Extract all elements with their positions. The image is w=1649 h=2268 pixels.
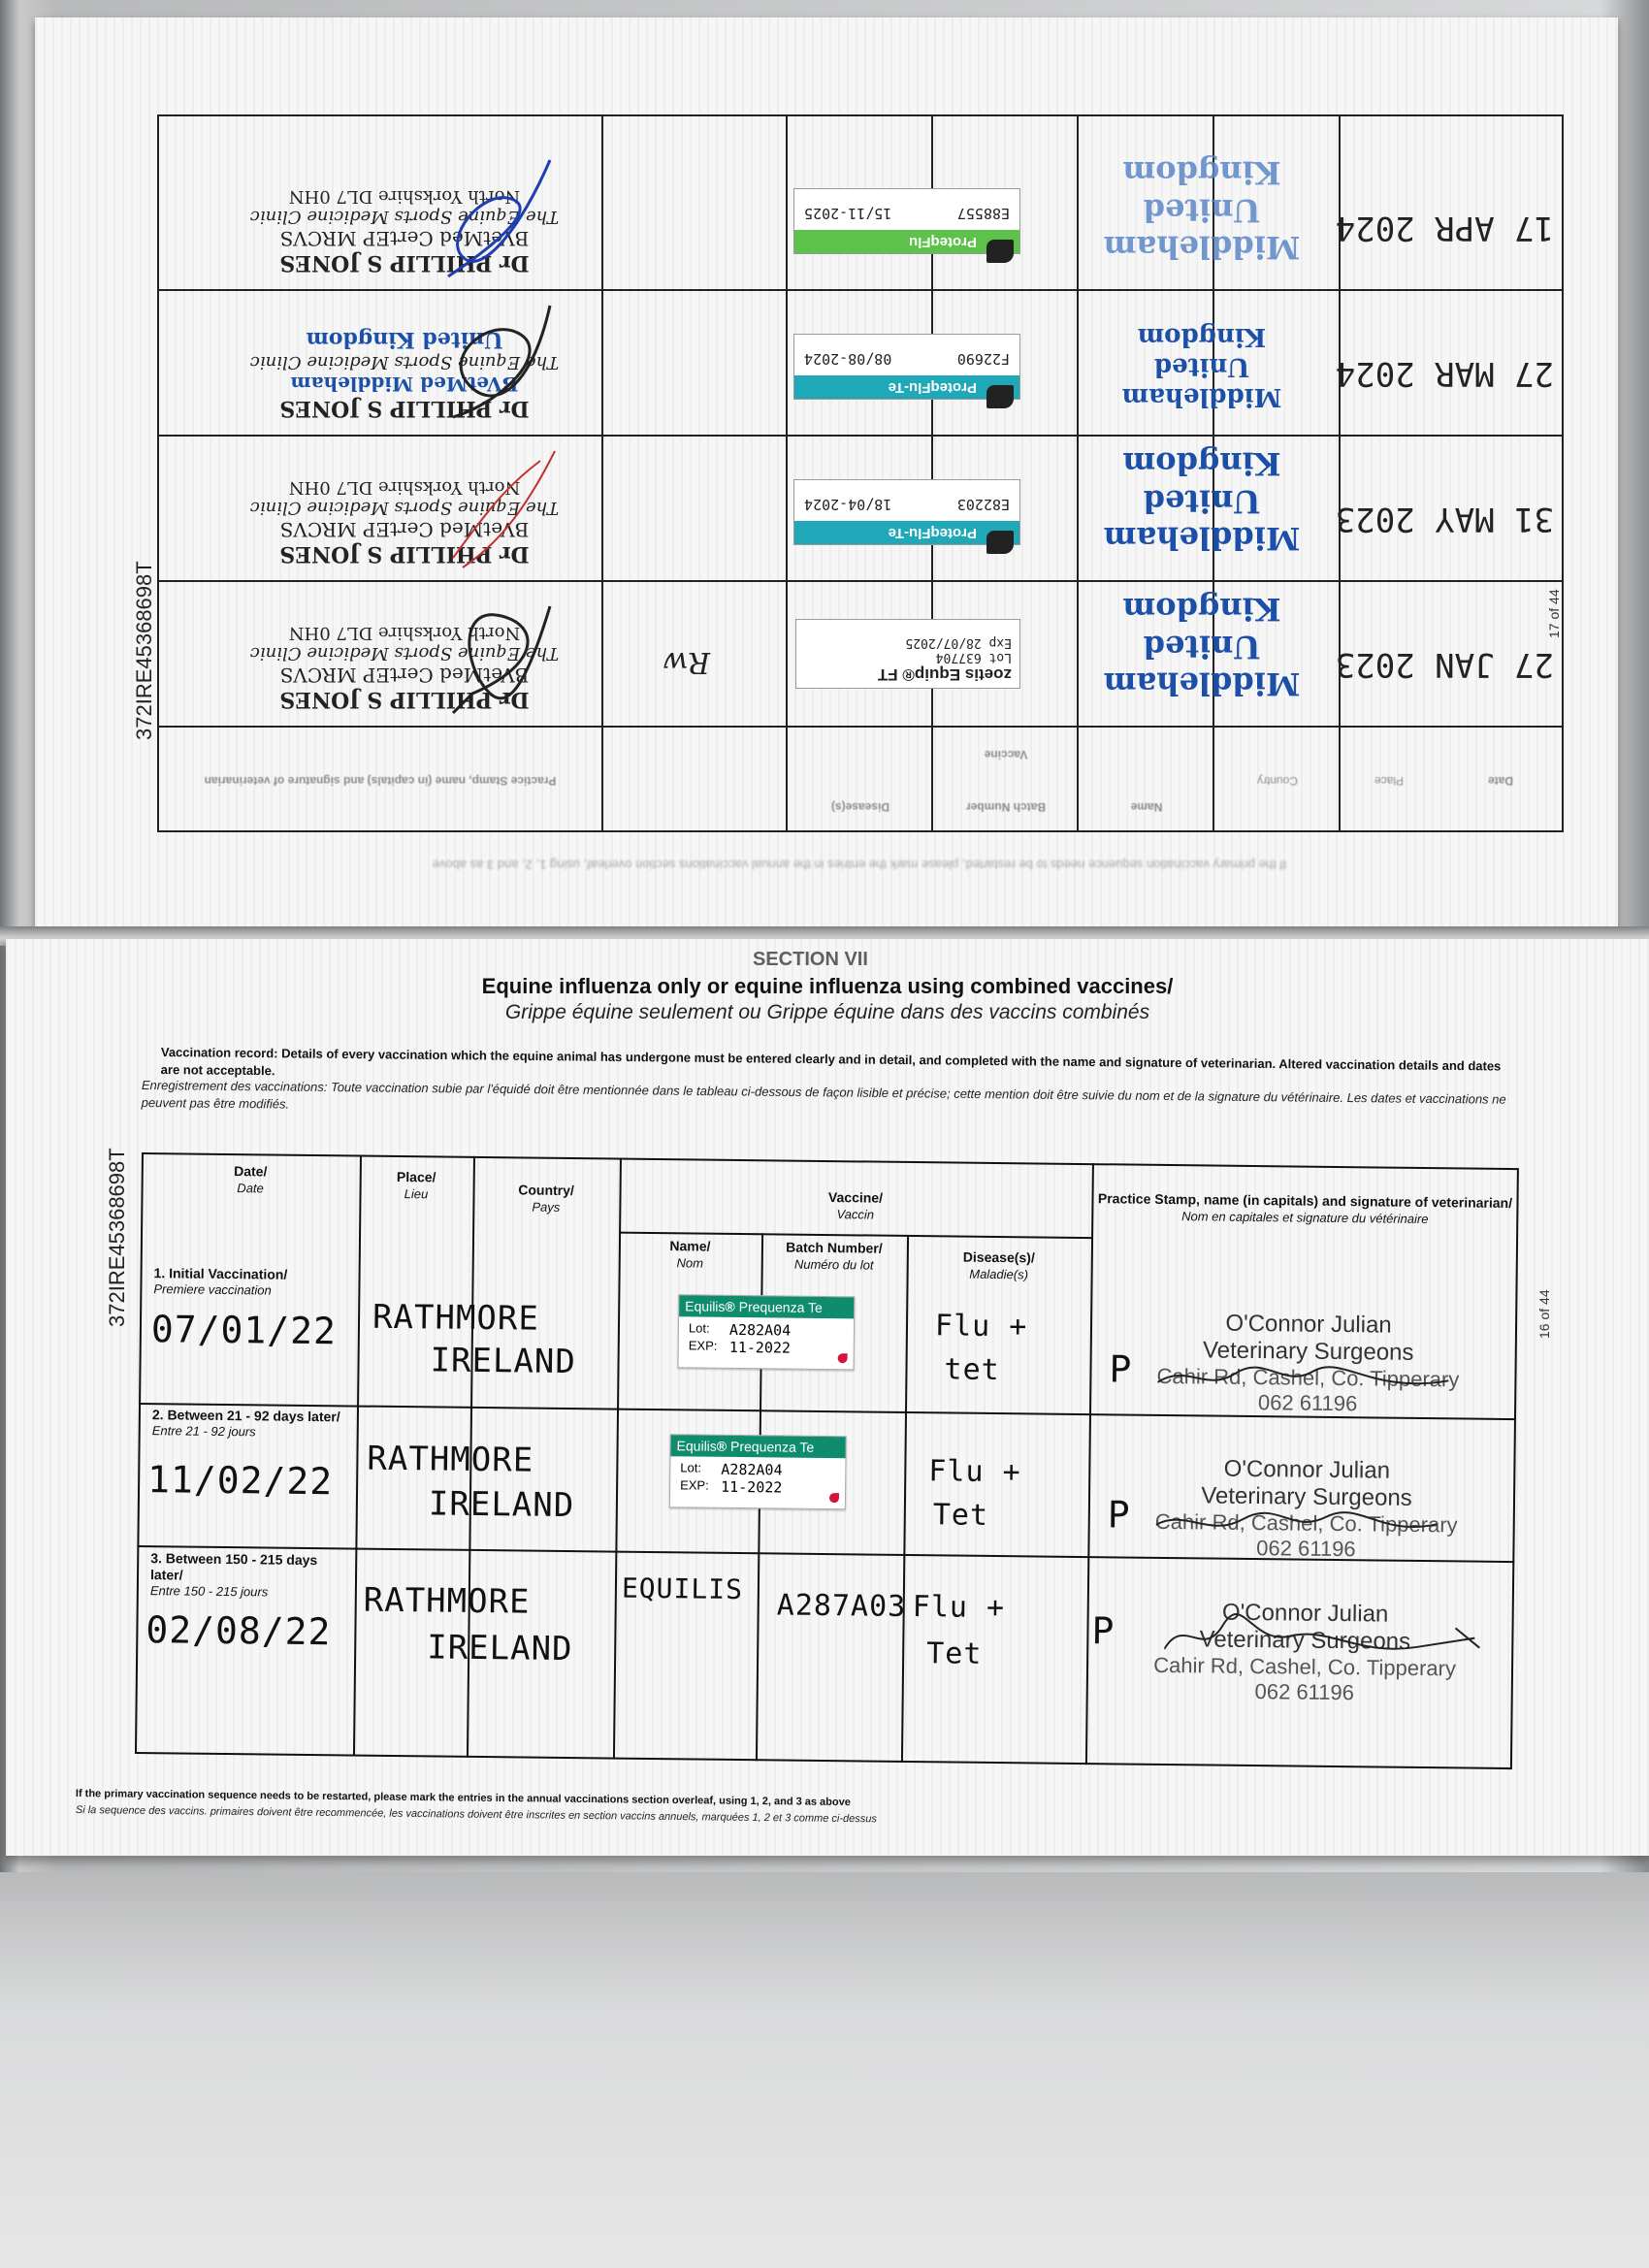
section-label: SECTION VII [753, 949, 868, 970]
header-country: Country [1256, 773, 1299, 788]
disease-line-2: Tet [925, 1636, 983, 1671]
row-label-initial: 1. Initial Vaccination/ Premiere vaccination [153, 1265, 288, 1298]
header-date: Date [1488, 773, 1514, 788]
vet-stamp: Dr PHILLIP S JONES BVetMed Middleham The Equine Sports Medicine Clinic United Kingdom [249, 327, 560, 421]
signature-scribble [443, 441, 560, 577]
date-cell: 17 APR 2024 [1335, 209, 1554, 247]
header-batch: Batch Number/ Numéro du lot [786, 1239, 883, 1273]
vet-initial: P [1109, 1347, 1133, 1391]
annual-vaccination-table [157, 114, 1564, 832]
passport-id-bottom: 372IRE45368698T [105, 1148, 129, 1327]
vaccine-name: EQUILIS [621, 1571, 744, 1606]
table-row [157, 114, 1564, 291]
table-row [157, 437, 1564, 582]
header-place: Place/ Lieu [396, 1168, 436, 1201]
header-disease: Disease(s) [830, 799, 890, 814]
signature-scribble [443, 587, 560, 723]
date-cell: 11/02/22 [146, 1458, 334, 1504]
footnote: If the primary vaccination sequence needs to be restarted, please mark the entries in the annual vaccinations section overleaf, using 1, 2, and 3 as above [75, 1788, 851, 1809]
vaccine-label-zoetis: zoetis Equip® FT Lot 637704 Exp 28/07/2025 [795, 619, 1020, 689]
place-line-2: IRELAND [427, 1628, 573, 1669]
vet-stamp: O'Connor Julian Veterinary Surgeons Cahir Rd, Cashel, Co. Tipperary 062 61196 [1156, 1310, 1460, 1416]
place-line-2: IRELAND [430, 1341, 577, 1382]
vaccine-label-equilis: Equilis® Prequenza Te Lot: A282A04 EXP: 11-2022 [669, 1434, 847, 1509]
batch-number: A287A03 [776, 1588, 907, 1624]
date-cell: 27 JAN 2023 [1335, 645, 1554, 684]
signature-scribble [1157, 1358, 1448, 1400]
disease-line-1: Flu + [934, 1309, 1028, 1345]
date-cell: 27 MAR 2024 [1335, 354, 1554, 393]
place-cell: Middleham United Kingdom [1103, 591, 1301, 702]
date-cell: 07/01/22 [150, 1308, 338, 1353]
label-corner-mark [838, 1353, 848, 1363]
passport-id-top: 372IRE45368698T [132, 561, 156, 740]
vet-stamp: O'Connor Julian Veterinary Surgeons Cahir Rd, Cashel, Co. Tipperary 062 61196 [1153, 1599, 1457, 1705]
vaccine-label-equilis: Equilis® Prequenza Te Lot: A282A04 EXP: 11-2022 [678, 1294, 856, 1370]
vaccine-label-proteqflu: ProteqFlu E88557 15/11-2025 [793, 188, 1020, 254]
table-row [157, 291, 1564, 437]
place-line-1: RATHMORE [367, 1439, 534, 1480]
disease-line-1: Flu + [928, 1454, 1021, 1490]
header-stamp: Practice Stamp, name (in capitals) and signature of veterinarian [204, 773, 557, 788]
page-number-top: 17 of 44 [1546, 589, 1562, 638]
vet-initial: P [1107, 1493, 1131, 1537]
place-cell: Middleham United Kingdom [1103, 445, 1301, 557]
table-row [157, 582, 1564, 728]
vet-stamp: Dr PHILLIP S JONES BVetMed CertEP MRCVS The Equine Sports Medicine Clinic North Yorkshire DL7 0HN [249, 186, 560, 275]
place-line-2: IRELAND [428, 1484, 575, 1526]
vet-initial: P [1091, 1609, 1116, 1653]
place-cell: Middleham United Kingdom [1103, 154, 1301, 266]
header-country: Country/ Pays [518, 1182, 574, 1215]
passport-page-top [35, 17, 1618, 929]
header-place: Place [1374, 773, 1405, 788]
bleed-through-text: If the primary vaccination sequence needs to be restarted, please mark the entries in the annual vaccinations section overleaf, using 1, 2, and 3 as above [432, 858, 1287, 872]
signature-scribble [1164, 1605, 1485, 1668]
header-vaccine: Vaccine [984, 747, 1028, 761]
header-name: Name [1130, 799, 1163, 814]
row-label-third: 3. Between 150 - 215 days later/ Entre 150 - 215 jours [149, 1550, 318, 1600]
passport-page-bottom [6, 939, 1649, 1856]
vet-stamp: Dr PHILLIP S JONES BVetMed CertEP MRCVS The Equine Sports Medicine Clinic North Yorkshire DL7 0HN [249, 623, 560, 712]
record-instructions-fr: Enregistrement des vaccinations: Toute vaccination subie par l'équidé doit être mentionnée dans le tableau ci-dessous de façon lisible et précise; cette mention doit être suivie du nom et de la signature du vétérinaire. Les dates et vaccinations ne peuvent pas être modifiés. [141, 1078, 1506, 1112]
date-cell: 02/08/22 [146, 1608, 332, 1654]
header-name: Name/ Nom [669, 1238, 711, 1271]
page-number-bottom: 16 of 44 [1536, 1289, 1552, 1339]
header-vaccine: Vaccine/ Vaccin [827, 1189, 884, 1222]
disease-line-2: tet [944, 1352, 1000, 1388]
header-stamp: Practice Stamp, name (in capitals) and signature of veterinarian/ Nom en capitales et signature du vétérinaire [1097, 1190, 1513, 1226]
vaccine-label-proteqflu-te: ProteqFlu-Te F22690 08/08-2024 [793, 334, 1020, 400]
page-title-fr: Grippe équine seulement ou Grippe équine dans des vaccins combinés [504, 1001, 1150, 1023]
date-cell: 31 MAY 2023 [1335, 500, 1554, 538]
proteq-logo-icon [986, 240, 1014, 263]
proteq-logo-icon [986, 531, 1014, 554]
place-line-1: RATHMORE [372, 1297, 540, 1339]
vet-stamp: O'Connor Julian Veterinary Surgeons Cahir Rd, Cashel, Co. Tipperary 062 61196 [1154, 1455, 1458, 1562]
scanner-lower-area [0, 1872, 1649, 2268]
place-line-1: RATHMORE [363, 1580, 531, 1622]
batch-initials: Rw [663, 645, 710, 679]
record-instructions: Vaccination record: Details of every vaccination which the equine animal has undergone must be entered clearly and in detail, and completed with the name and signature of veterinarian. Altered vaccination details and dates are not acceptable. [160, 1045, 1502, 1078]
header-batch: Batch Number [966, 799, 1047, 814]
primary-vaccination-table [135, 1152, 1519, 1769]
disease-line-2: Tet [932, 1498, 989, 1533]
place-cell: Middleham United Kingdom [1121, 321, 1282, 411]
header-date: Date/ Date [234, 1163, 268, 1195]
vaccine-label-proteqflu-te: ProteqFlu-Te E82203 18/04-2024 [793, 479, 1020, 545]
disease-line-1: Flu + [912, 1590, 1006, 1626]
label-corner-mark [829, 1493, 839, 1503]
page-title: Equine influenza only or equine influenza using combined vaccines/ [481, 974, 1174, 998]
signature-scribble [1156, 1504, 1447, 1545]
proteq-logo-icon [986, 385, 1014, 408]
row-label-second: 2. Between 21 - 92 days later/ Entre 21 - 92 jours [151, 1407, 340, 1440]
signature-scribble [443, 296, 560, 432]
vet-stamp: Dr PHILLIP S JONES BVetMed CertEP MRCVS The Equine Sports Medicine Clinic North Yorkshire DL7 0HN [249, 477, 560, 567]
footnote-fr: Si la sequence des vaccins. primaires doivent être recommencée, les vaccinations doivent être inscrites en section vaccins annuels, marquées 1, 2 et 3 comme ci-dessus [75, 1804, 877, 1826]
header-disease: Disease(s)/ Maladie(s) [962, 1248, 1035, 1281]
signature-scribble [443, 150, 560, 286]
